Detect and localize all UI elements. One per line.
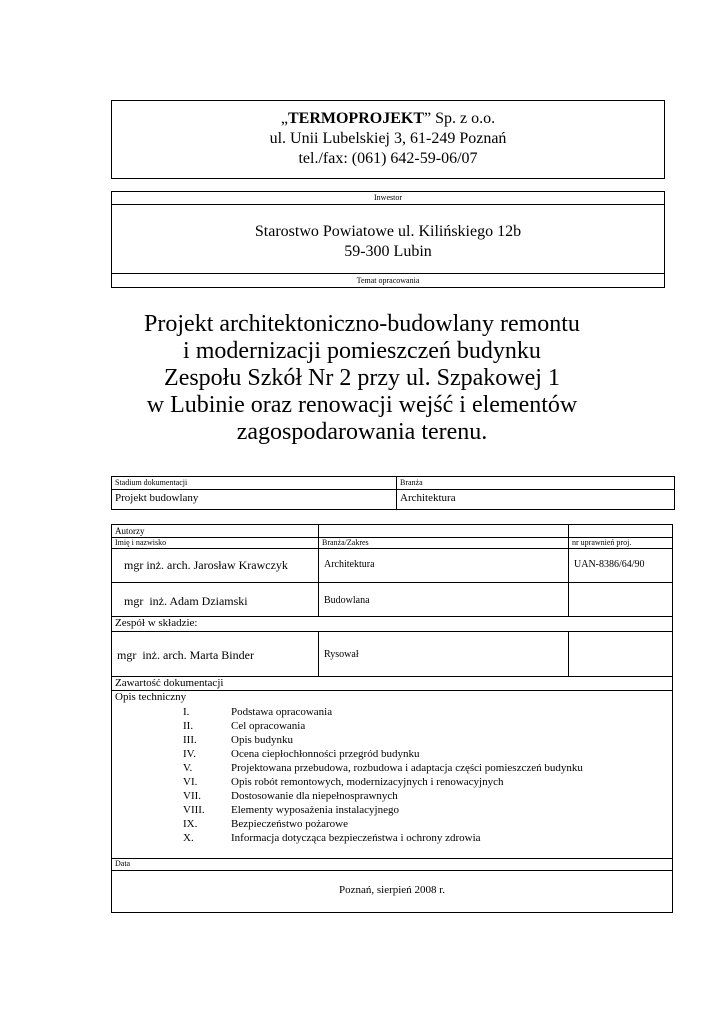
toc-item-number: II. <box>183 720 194 732</box>
toc-item-text: Ocena ciepłochłonności przegród budynku <box>231 748 420 760</box>
toc-item-number: III. <box>183 734 197 746</box>
team-member-role: Rysował <box>324 649 359 660</box>
toc-item-number: VIII. <box>183 804 205 816</box>
stage-value: Projekt budowlany <box>115 492 199 504</box>
toc-item-text: Bezpieczeństwo pożarowe <box>231 818 348 830</box>
team-label: Zespół w składzie: <box>115 617 198 629</box>
toc-item <box>183 761 663 775</box>
investor-divider-top <box>111 204 665 205</box>
toc-item <box>183 817 663 831</box>
investor-line2: 59-300 Lubin <box>344 243 432 260</box>
investor-line1: Starostwo Powiatowe ul. Kilińskiego 12b <box>254 223 522 240</box>
investor-divider-bottom <box>111 273 665 274</box>
company-name-bold: TERMOPROJEKT <box>287 110 424 127</box>
company-name <box>111 109 665 128</box>
project-title-line3: Zespołu Szkół Nr 2 przy ul. Szpakowej 1 <box>164 365 560 391</box>
company-name-prefix: „ <box>280 110 288 127</box>
authors-col-line-1a <box>318 524 319 616</box>
project-title-line1: Projekt architektoniczno-budowlany remontu <box>144 311 580 337</box>
toc-item <box>183 803 663 817</box>
toc-item <box>183 705 663 719</box>
company-phone: tel./fax: (061) 642-59-06/07 <box>298 150 478 167</box>
toc-item <box>183 747 663 761</box>
column-header-name: Imię i nazwisko <box>115 538 167 547</box>
authors-row-line-3 <box>111 582 673 583</box>
toc-item-text: Projektowana przebudowa, rozbudowa i adaptacja części pomieszczeń budynku <box>231 762 583 774</box>
authors-col-line-2b <box>568 631 569 676</box>
author-branch: Budowlana <box>324 595 370 606</box>
authors-col-line-2a <box>568 524 569 616</box>
toc-item-number: X. <box>183 832 194 844</box>
authors-row-line-7 <box>111 690 673 691</box>
project-title-line2: i modernizacji pomieszczeń budynku <box>183 338 541 364</box>
branch-value: Architektura <box>400 492 456 504</box>
team-member-name: mgr inż. arch. Marta Binder <box>117 648 254 662</box>
investor-label: Inwestor <box>374 193 402 202</box>
authors-row-line-8 <box>111 858 673 859</box>
stage-table-divider <box>111 489 675 490</box>
stage-label: Stadium dokumentacji <box>115 478 188 487</box>
contents-sublabel: Opis techniczny <box>115 691 187 703</box>
author-name: mgr inż. Adam Dziamski <box>124 594 248 608</box>
toc-item-text: Dostosowanie dla niepełnosprawnych <box>231 790 398 802</box>
date-label: Data <box>115 859 131 868</box>
toc-item-number: V. <box>183 762 193 774</box>
author-name: mgr inż. arch. Jarosław Krawczyk <box>124 558 288 572</box>
toc-item-number: IV. <box>183 748 196 760</box>
toc-item <box>183 733 663 747</box>
authors-row-line-2 <box>111 548 673 549</box>
toc-item <box>183 775 663 789</box>
toc-item-text: Informacja dotycząca bezpieczeństwa i ochrony zdrowia <box>231 832 481 844</box>
branch-label: Branża <box>400 478 423 487</box>
author-branch: Architektura <box>324 559 375 570</box>
project-title-line4: w Lubinie oraz renowacji wejść i elementów <box>146 392 578 418</box>
date-value: Poznań, sierpień 2008 r. <box>338 884 445 896</box>
stage-table-column-divider <box>396 476 397 510</box>
topic-label: Temat opracowania <box>356 276 420 285</box>
column-header-branch: Branża/Zakres <box>322 538 369 547</box>
toc-item <box>183 719 663 733</box>
toc-item-text: Cel opracowania <box>231 720 306 732</box>
toc-item-text: Podstawa opracowania <box>231 706 333 718</box>
column-header-license: nr uprawnień proj. <box>572 538 632 547</box>
author-license: UAN-8386/64/90 <box>574 559 645 570</box>
toc-item-number: IX. <box>183 818 198 830</box>
company-address: ul. Unii Lubelskiej 3, 61-249 Poznań <box>269 130 507 147</box>
authors-section-label: Autorzy <box>115 526 145 536</box>
contents-label: Zawartość dokumentacji <box>115 677 224 689</box>
toc-item <box>183 831 663 845</box>
toc-item-number: VI. <box>183 776 198 788</box>
authors-row-line-5 <box>111 631 673 632</box>
authors-row-line-9 <box>111 870 673 871</box>
project-title-line5: zagospodarowania terenu. <box>236 419 488 445</box>
toc-item-text: Opis budynku <box>231 734 294 746</box>
authors-col-line-1b <box>318 631 319 676</box>
toc-item-text: Elementy wyposażenia instalacyjnego <box>231 804 399 816</box>
toc-item-text: Opis robót remontowych, modernizacyjnych i renowacyjnych <box>231 776 504 788</box>
toc-item-number: I. <box>183 706 190 718</box>
toc-item-number: VII. <box>183 790 202 802</box>
toc-item <box>183 789 663 803</box>
company-name-suffix: ” Sp. z o.o. <box>424 110 496 127</box>
